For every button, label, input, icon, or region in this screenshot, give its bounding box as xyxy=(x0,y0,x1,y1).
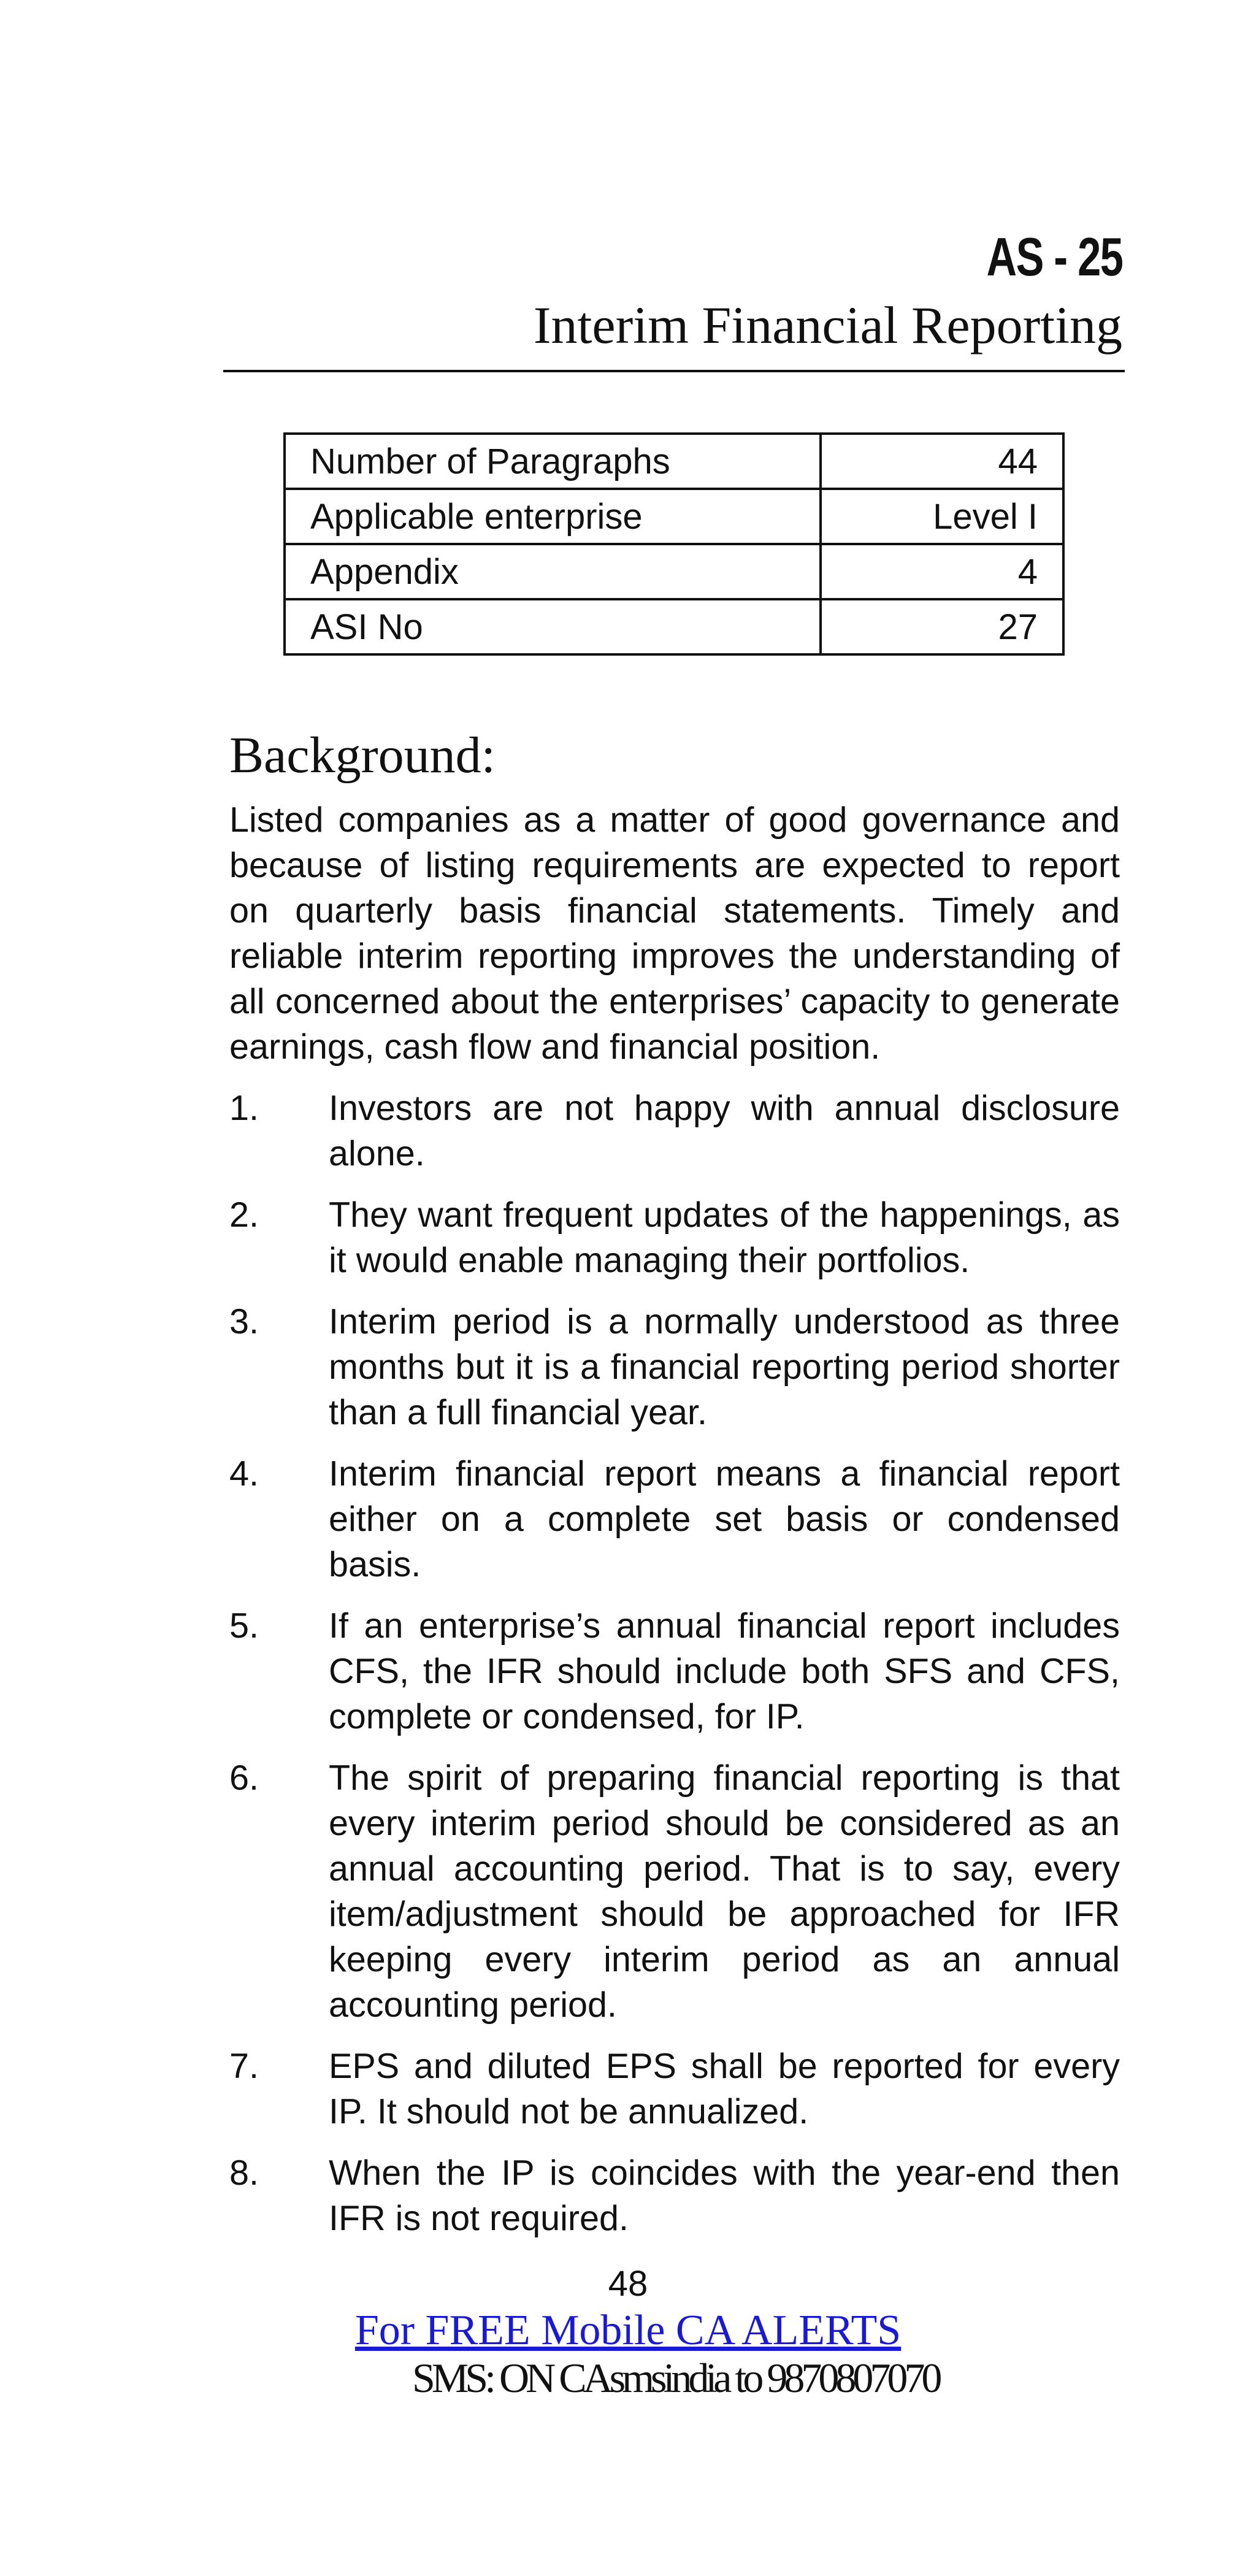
table-cell-value: Level I xyxy=(821,489,1063,544)
summary-table xyxy=(283,432,1065,656)
list-item xyxy=(229,2044,1120,2134)
standard-title: Interim Financial Reporting xyxy=(533,296,1122,355)
table-row xyxy=(285,489,1063,544)
list-item-number: 4. xyxy=(229,1454,259,1493)
table-cell-value: 27 xyxy=(821,599,1063,654)
table-cell-label: ASI No xyxy=(285,599,821,654)
list-item-text: The spirit of preparing financial reporting is that every interim period should be considered as an annual accounting period. That is to say, every item/adjustment should be approached for IFR keeping every interim period as an annual accounting period. xyxy=(329,1758,1120,2025)
list-item-text: Interim financial report means a financial report either on a complete set basis or condensed basis. xyxy=(329,1454,1120,1584)
list-item-number: 3. xyxy=(229,1302,259,1341)
list-item xyxy=(229,1755,1120,2028)
list-item-number: 5. xyxy=(229,1606,259,1646)
header-divider xyxy=(223,370,1125,372)
section-heading: Background: xyxy=(229,727,496,784)
table-row xyxy=(285,434,1063,489)
table-cell-value: 4 xyxy=(821,544,1063,599)
list-item xyxy=(229,1451,1120,1587)
promo-link[interactable]: For FREE Mobile CA ALERTS xyxy=(354,2307,902,2354)
table-cell-label: Applicable enterprise xyxy=(285,489,821,544)
list-item-number: 2. xyxy=(229,1195,259,1235)
list-item-text: Interim period is a normally understood as three months but it is a financial reporting period shorter than a full financial year. xyxy=(329,1302,1120,1432)
list-item-number: 1. xyxy=(229,1089,259,1128)
table-cell-label: Number of Paragraphs xyxy=(285,434,821,489)
table-row xyxy=(285,544,1063,599)
list-item xyxy=(229,1299,1120,1435)
promo-sms-text: SMS: ON CAsmsindia to 9870807070 xyxy=(412,2355,939,2401)
list-item-text: They want frequent updates of the happenings, as it would enable managing their portfolios. xyxy=(329,1195,1120,1280)
intro-paragraph: Listed companies as a matter of good governance and because of listing requirements are expected to report on quarterly basis financial statements. Timely and reliable interim reporting improves the understanding of all concerned about the enterprises’ capacity to generate earnings, cash flow and financial position. xyxy=(229,800,1120,1067)
list-item xyxy=(229,1192,1120,1283)
numbered-list xyxy=(229,1086,1120,2257)
standard-code: AS - 25 xyxy=(986,226,1122,287)
list-item-number: 6. xyxy=(229,1758,259,1798)
list-item-text: EPS and diluted EPS shall be reported for every IP. It should not be annualized. xyxy=(329,2047,1120,2131)
list-item xyxy=(229,1086,1120,1176)
table-cell-label: Appendix xyxy=(285,544,821,599)
list-item-number: 7. xyxy=(229,2047,259,2086)
list-item-text: Investors are not happy with annual disclosure alone. xyxy=(329,1089,1120,1173)
list-item xyxy=(229,1603,1120,1739)
page-number: 48 xyxy=(608,2264,648,2304)
list-item-text: When the IP is coincides with the year-end then IFR is not required. xyxy=(329,2153,1120,2238)
table-cell-value: 44 xyxy=(821,434,1063,489)
list-item xyxy=(229,2150,1120,2241)
table-row xyxy=(285,599,1063,654)
list-item-text: If an enterprise’s annual financial report includes CFS, the IFR should include both SFS and CFS, complete or condensed, for IP. xyxy=(329,1606,1120,1736)
list-item-number: 8. xyxy=(229,2153,259,2193)
